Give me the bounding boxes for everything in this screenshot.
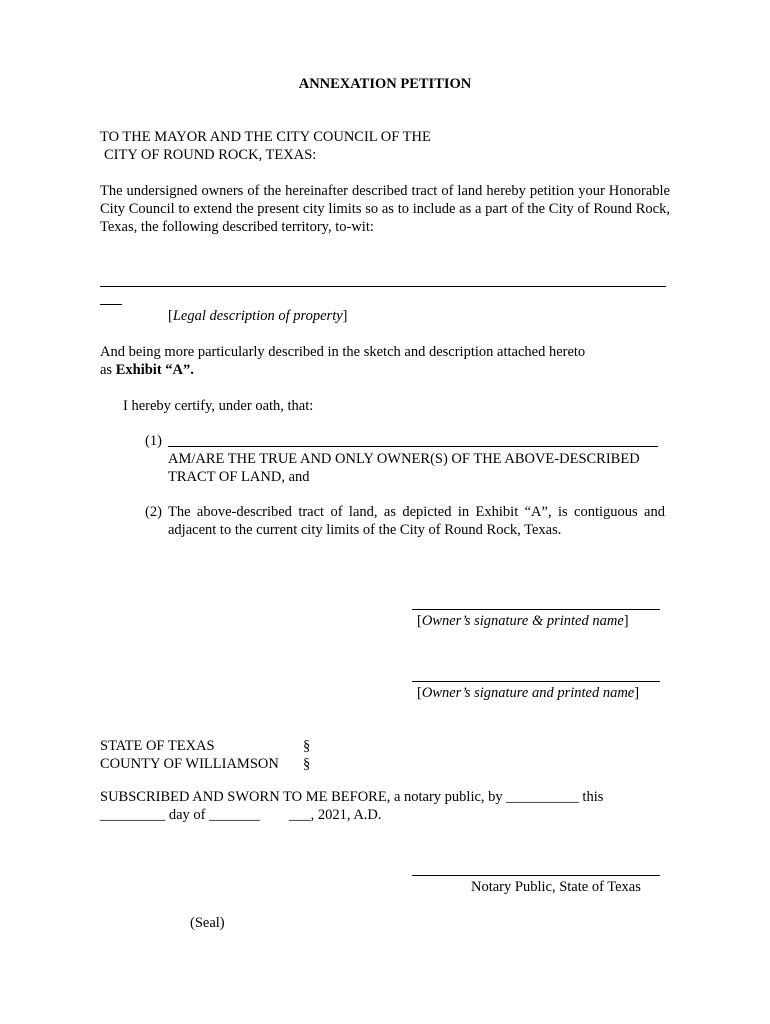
signature-1-line	[412, 609, 660, 610]
document-title: ANNEXATION PETITION	[298, 76, 472, 92]
exhibit-reference: Exhibit “A”.	[115, 362, 194, 378]
seal-label: (Seal)	[190, 915, 225, 931]
owner-name-line	[168, 446, 658, 447]
signature-2-line	[412, 681, 660, 682]
item-1-text: AM/ARE THE TRUE AND ONLY OWNER(S) OF THE ABOVE-DESCRIBED TRACT OF LAND, and	[168, 451, 640, 485]
intro-paragraph: The undersigned owners of the hereinafter described tract of land hereby petition your Honorable City Council to extend the present city limits so as to include as a part of the City of Round Rock, Texas, the following described territory, to-wit:	[100, 183, 670, 235]
sworn-statement-line-1: SUBSCRIBED AND SWORN TO ME BEFORE, a notary public, by __________ this	[100, 789, 604, 805]
exhibit-sentence-end	[100, 361, 194, 379]
state-label: STATE OF TEXAS	[100, 738, 215, 754]
notary-label: Notary Public, State of Texas	[471, 879, 641, 895]
signature-1-label: Owner’s signature & printed name	[421, 613, 624, 629]
legal-description-line	[100, 286, 666, 287]
signature-1-caption: [Owner’s signature & printed name]	[417, 613, 629, 629]
notary-signature-line	[412, 875, 660, 876]
signature-2-label: Owner’s signature and printed name	[421, 685, 635, 701]
addressee-line-2: CITY OF ROUND ROCK, TEXAS:	[104, 147, 317, 163]
item-2-text: The above-described tract of land, as depicted in Exhibit “A”, is contiguous and adjacent to the current city limits of the City of Round Rock, Texas.	[168, 504, 665, 538]
sworn-statement-line-2: _________ day of _______ ___, 2021, A.D.	[100, 807, 382, 823]
exhibit-sentence: And being more particularly described in the sketch and description attached hereto	[100, 344, 586, 360]
county-section-symbol: §	[303, 756, 311, 772]
item-1-number: (1)	[145, 433, 162, 449]
legal-description-caption: [Legal description of property]	[168, 308, 348, 324]
exhibit-as: as	[100, 362, 113, 378]
legal-description-label: Legal description of property	[172, 308, 343, 324]
item-2-number: (2)	[145, 504, 162, 520]
state-section-symbol: §	[303, 738, 311, 754]
county-label: COUNTY OF WILLIAMSON	[100, 756, 279, 772]
certify-statement: I hereby certify, under oath, that:	[123, 398, 314, 414]
legal-description-line-continuation	[100, 304, 122, 305]
signature-2-caption: [Owner’s signature and printed name]	[417, 685, 640, 701]
addressee-line-1: TO THE MAYOR AND THE CITY COUNCIL OF THE	[100, 129, 431, 145]
